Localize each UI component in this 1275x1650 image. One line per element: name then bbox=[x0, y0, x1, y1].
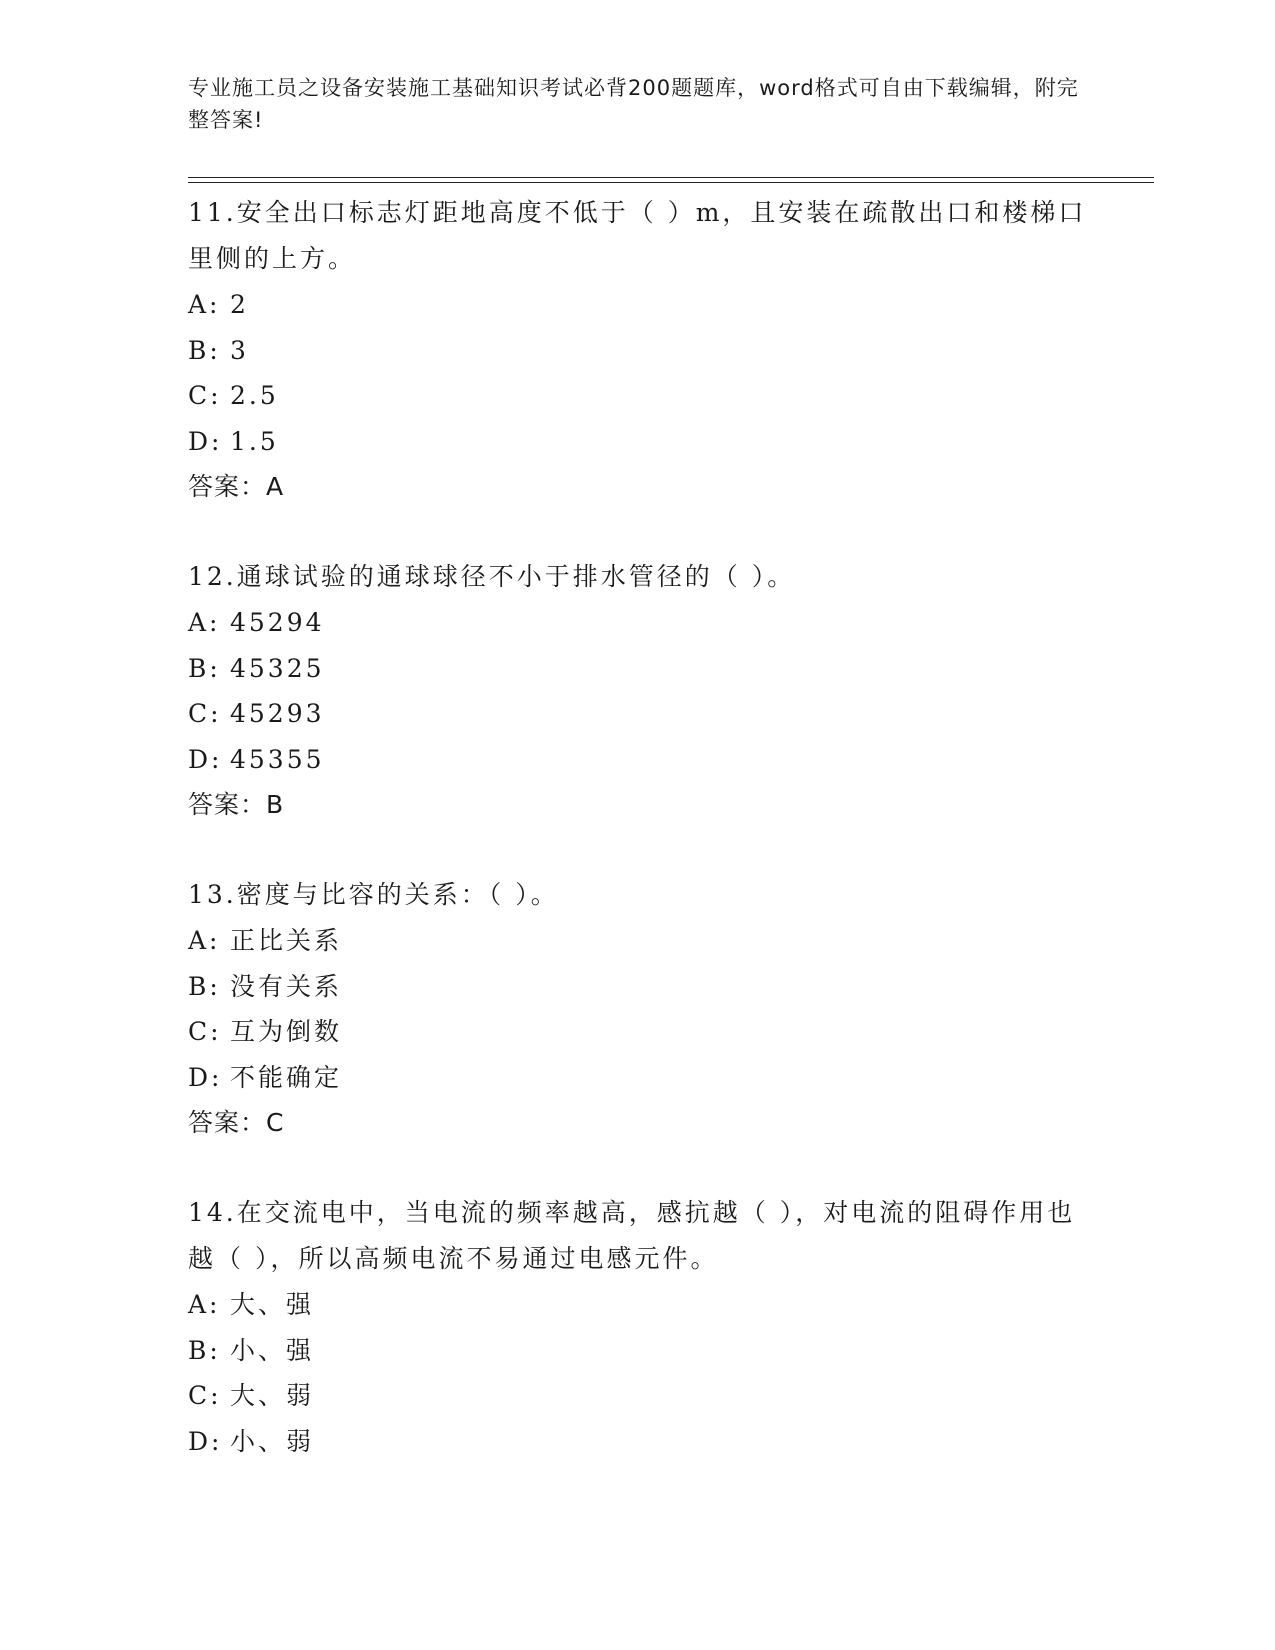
option-text: 正比关系 bbox=[230, 926, 343, 955]
answer-value: C bbox=[266, 1108, 285, 1137]
question-13 bbox=[188, 872, 1088, 1146]
header-rule-top bbox=[188, 177, 1154, 178]
option-d bbox=[188, 737, 1088, 783]
option-text: 45293 bbox=[230, 699, 325, 728]
question-text: 11.安全出口标志灯距地高度不低于（ ）m，且安装在疏散出口和楼梯口里侧的上方。 bbox=[188, 198, 1087, 273]
option-key: D: bbox=[188, 1062, 223, 1092]
option-d bbox=[188, 1419, 1088, 1465]
option-b bbox=[188, 328, 1088, 374]
option-text: 没有关系 bbox=[230, 971, 343, 1001]
option-key: D: bbox=[188, 426, 223, 456]
question-list bbox=[188, 190, 1088, 1508]
option-text: 互为倒数 bbox=[230, 1017, 343, 1046]
option-key: B: bbox=[188, 653, 221, 683]
answer-prefix: 答案： bbox=[188, 1108, 267, 1137]
question-text: 13.密度与比容的关系：（ ）。 bbox=[188, 880, 559, 909]
option-a bbox=[188, 282, 1088, 328]
option-key: B: bbox=[188, 335, 221, 365]
option-text: 45325 bbox=[230, 653, 325, 683]
option-key: A: bbox=[188, 1290, 221, 1319]
option-text: 大、弱 bbox=[230, 1381, 315, 1410]
answer-value: B bbox=[266, 790, 285, 819]
option-c bbox=[188, 1373, 1088, 1419]
option-key: C: bbox=[188, 1381, 222, 1410]
option-c bbox=[188, 373, 1088, 419]
option-key: C: bbox=[188, 699, 222, 728]
question-14 bbox=[188, 1190, 1088, 1464]
answer-line bbox=[188, 1100, 1088, 1146]
option-b bbox=[188, 964, 1088, 1010]
option-key: D: bbox=[188, 744, 223, 774]
answer-line bbox=[188, 782, 1088, 828]
question-11 bbox=[188, 190, 1088, 510]
option-key: D: bbox=[188, 1426, 223, 1456]
option-key: B: bbox=[188, 1335, 221, 1365]
option-key: A: bbox=[188, 608, 221, 637]
option-text: 不能确定 bbox=[230, 1062, 343, 1092]
option-a bbox=[188, 918, 1088, 964]
option-a bbox=[188, 1282, 1088, 1328]
option-key: B: bbox=[188, 971, 221, 1001]
question-12 bbox=[188, 554, 1088, 828]
option-text: 大、强 bbox=[230, 1290, 315, 1319]
option-text: 45355 bbox=[230, 744, 325, 774]
option-text: 1.5 bbox=[230, 426, 279, 456]
option-d bbox=[188, 1055, 1088, 1101]
option-text: 2.5 bbox=[230, 381, 279, 410]
answer-prefix: 答案： bbox=[188, 790, 267, 819]
option-a bbox=[188, 600, 1088, 646]
option-c bbox=[188, 691, 1088, 737]
option-text: 小、弱 bbox=[230, 1426, 315, 1456]
question-text: 12.通球试验的通球球径不小于排水管径的（ ）。 bbox=[188, 562, 796, 591]
option-b bbox=[188, 1328, 1088, 1374]
option-key: C: bbox=[188, 1017, 222, 1046]
option-key: A: bbox=[188, 290, 221, 319]
answer-prefix: 答案： bbox=[188, 472, 267, 501]
document-header: 专业施工员之设备安装施工基础知识考试必背200题题库，word格式可自由下载编辑，附完整答案! bbox=[188, 76, 1079, 132]
option-text: 3 bbox=[230, 335, 249, 365]
option-text: 45294 bbox=[230, 608, 325, 637]
option-c bbox=[188, 1009, 1088, 1055]
question-text: 14.在交流电中，当电流的频率越高，感抗越（ ），对电流的阻碍作用也越（ ），所以高频电流不易通过电感元件。 bbox=[188, 1198, 1076, 1273]
option-b bbox=[188, 646, 1088, 692]
answer-line bbox=[188, 464, 1088, 510]
option-key: A: bbox=[188, 926, 221, 955]
option-d bbox=[188, 419, 1088, 465]
answer-value: A bbox=[266, 472, 285, 501]
header-rule-bottom bbox=[188, 182, 1154, 183]
option-text: 小、强 bbox=[230, 1335, 315, 1365]
option-text: 2 bbox=[230, 290, 249, 319]
option-key: C: bbox=[188, 381, 222, 410]
